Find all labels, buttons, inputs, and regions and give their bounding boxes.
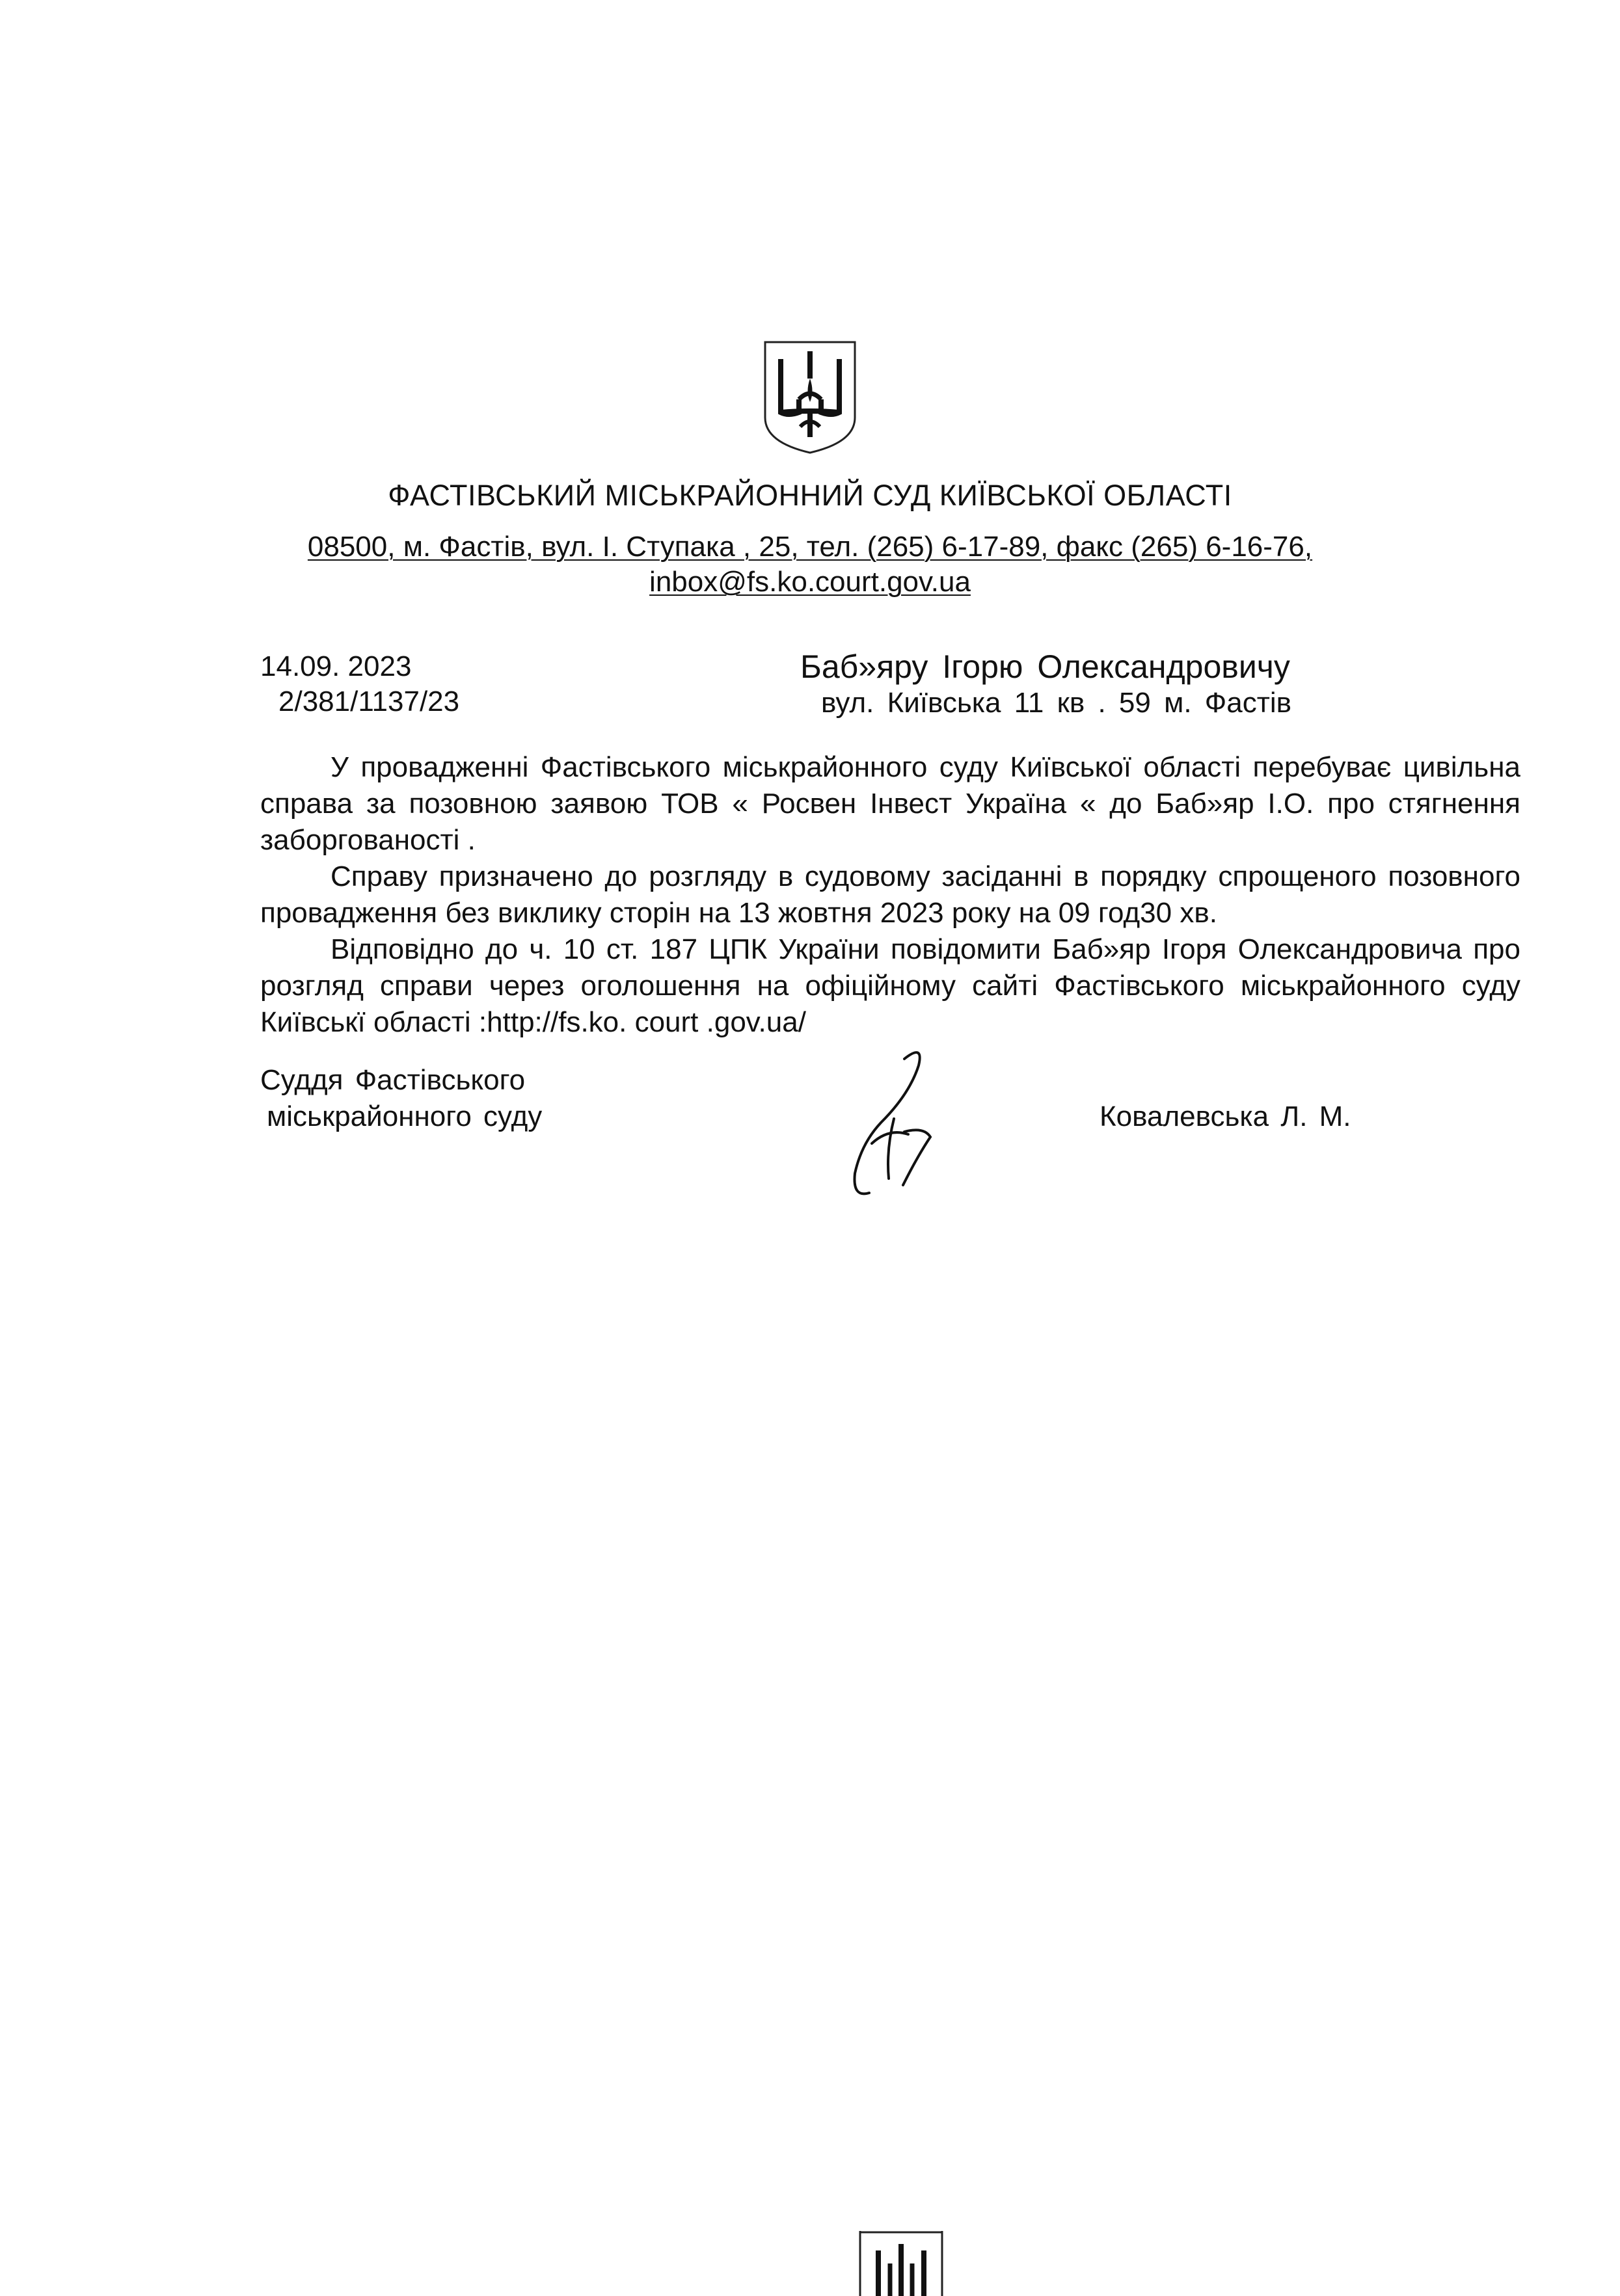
handwritten-signature-icon (826, 1046, 956, 1202)
addressee-name: Баб»яру Ігорю Олександровичу (800, 648, 1290, 685)
letter-date: 14.09. 2023 (260, 650, 412, 682)
letter-body (260, 749, 1520, 1041)
outgoing-number: 2/381/1137/23 (278, 686, 460, 717)
court-email: inbox@fs.ko.court.gov.ua (649, 566, 971, 598)
judge-name: Ковалевська Л. М. (1100, 1101, 1351, 1132)
court-name-heading: ФАСТІВСЬКИЙ МІСЬКРАЙОННИЙ СУД КИЇВСЬКОЇ ОБЛАСТІ (388, 479, 1232, 512)
signatory-position-line-1: Суддя Фастівського (260, 1064, 526, 1096)
body-paragraph: Відповідно до ч. 10 ст. 187 ЦПК України повідомити Баб»яр Ігоря Олександровича про розгляд справи через оголошення на офіційному сайті Фастівського міськрайонного суду Київськї області :http://fs.ko. court .gov.ua/ (260, 933, 1520, 1038)
court-address: 08500, м. Фастів, вул. І. Ступака , 25, тел. (265) 6-17-89, факс (265) 6-16-76, (307, 531, 1313, 563)
trident-emblem-icon (763, 340, 857, 455)
trident-emblem-icon (857, 2231, 945, 2296)
body-paragraph: У провадженні Фастівського міськрайонного суду Київської області перебуває цивільна справа за позовною заявою ТОВ « Росвен Інвест Україна « до Баб»яр І.О. про стягнення заборгованості . (260, 751, 1520, 856)
body-paragraph: Справу призначено до розгляду в судовому засіданні в порядку спрощеного позовного провадження без виклику сторін на 13 жовтня 2023 року на 09 год30 хв. (260, 861, 1520, 929)
signatory-position-line-2: міськрайонного суду (267, 1101, 543, 1132)
addressee-address: вул. Київська 11 кв . 59 м. Фастів (821, 687, 1292, 719)
